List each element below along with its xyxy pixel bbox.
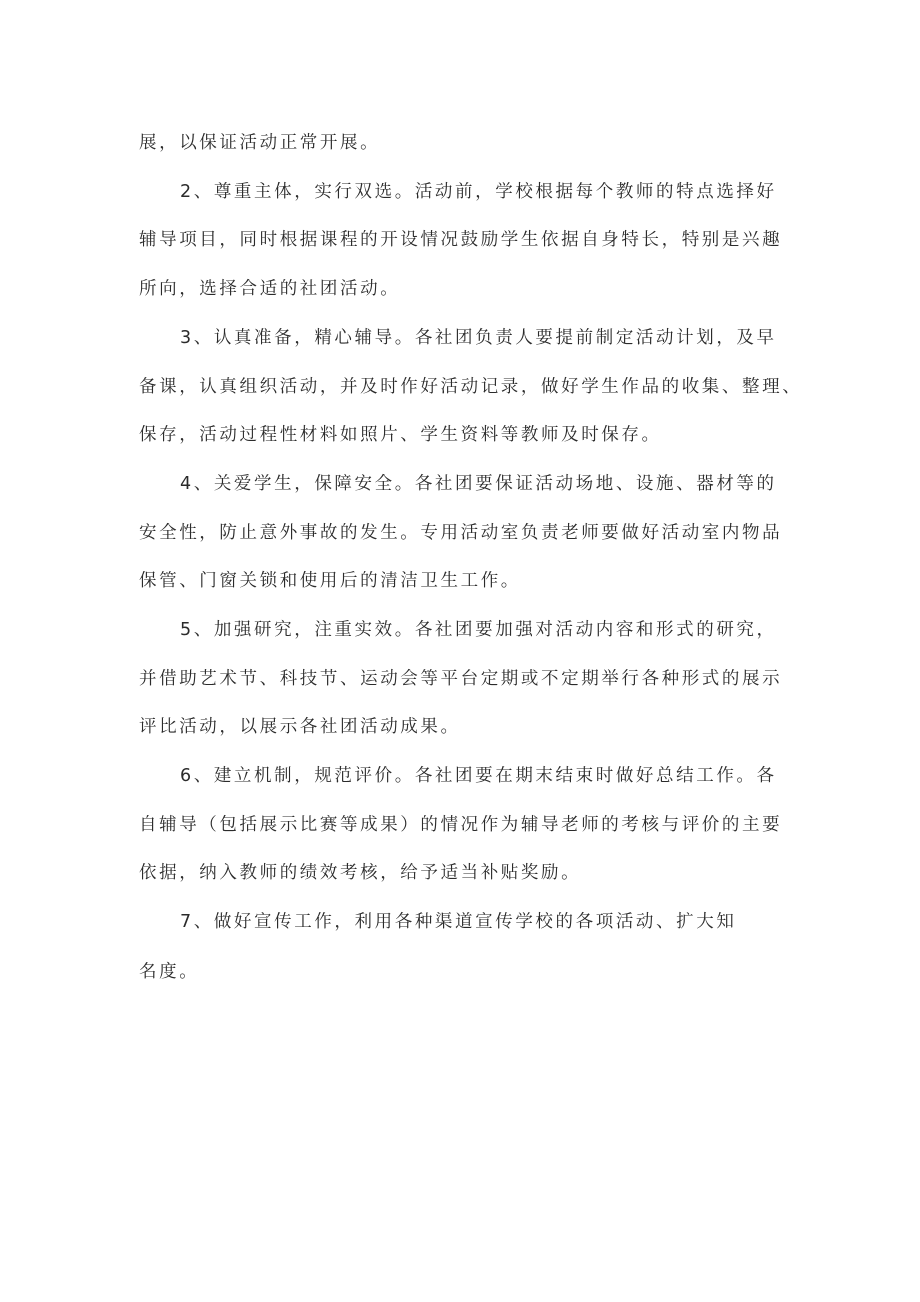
text-line: 保管、门窗关锁和使用后的清洁卫生工作。 — [139, 571, 521, 591]
text-line: 展，以保证活动正常开展。 — [139, 133, 381, 153]
text-line: 所向，选择合适的社团活动。 — [139, 279, 401, 299]
text-line: 评比活动，以展示各社团活动成果。 — [139, 717, 461, 737]
text-line: 3、认真准备，精心辅导。各社团负责人要提前制定活动计划，及早 — [180, 328, 777, 348]
text-line: 名度。 — [139, 962, 200, 982]
text-line: 辅导项目，同时根据课程的开设情况鼓励学生依据自身特长，特别是兴趣 — [139, 230, 783, 250]
text-line: 自辅导（包括展示比赛等成果）的情况作为辅导老师的考核与评价的主要 — [139, 815, 783, 835]
text-line: 7、做好宣传工作，利用各种渠道宣传学校的各项活动、扩大知 — [180, 912, 737, 932]
text-line: 备课，认真组织活动，并及时作好活动记录，做好学生作品的收集、整理、 — [139, 377, 803, 397]
text-line: 并借助艺术节、科技节、运动会等平台定期或不定期举行各种形式的展示 — [139, 669, 783, 689]
text-line: 依据，纳入教师的绩效考核，给予适当补贴奖励。 — [139, 863, 582, 883]
text-line: 6、建立机制，规范评价。各社团要在期末结束时做好总结工作。各 — [180, 766, 777, 786]
text-line: 安全性，防止意外事故的发生。专用活动室负责老师要做好活动室内物品 — [139, 523, 783, 543]
text-line: 保存，活动过程性材料如照片、学生资料等教师及时保存。 — [139, 425, 662, 445]
text-line: 4、关爱学生，保障安全。各社团要保证活动场地、设施、器材等的 — [180, 474, 777, 494]
text-line: 2、尊重主体，实行双选。活动前，学校根据每个教师的特点选择好 — [180, 182, 777, 202]
text-line: 5、加强研究，注重实效。各社团要加强对活动内容和形式的研究， — [180, 620, 777, 640]
